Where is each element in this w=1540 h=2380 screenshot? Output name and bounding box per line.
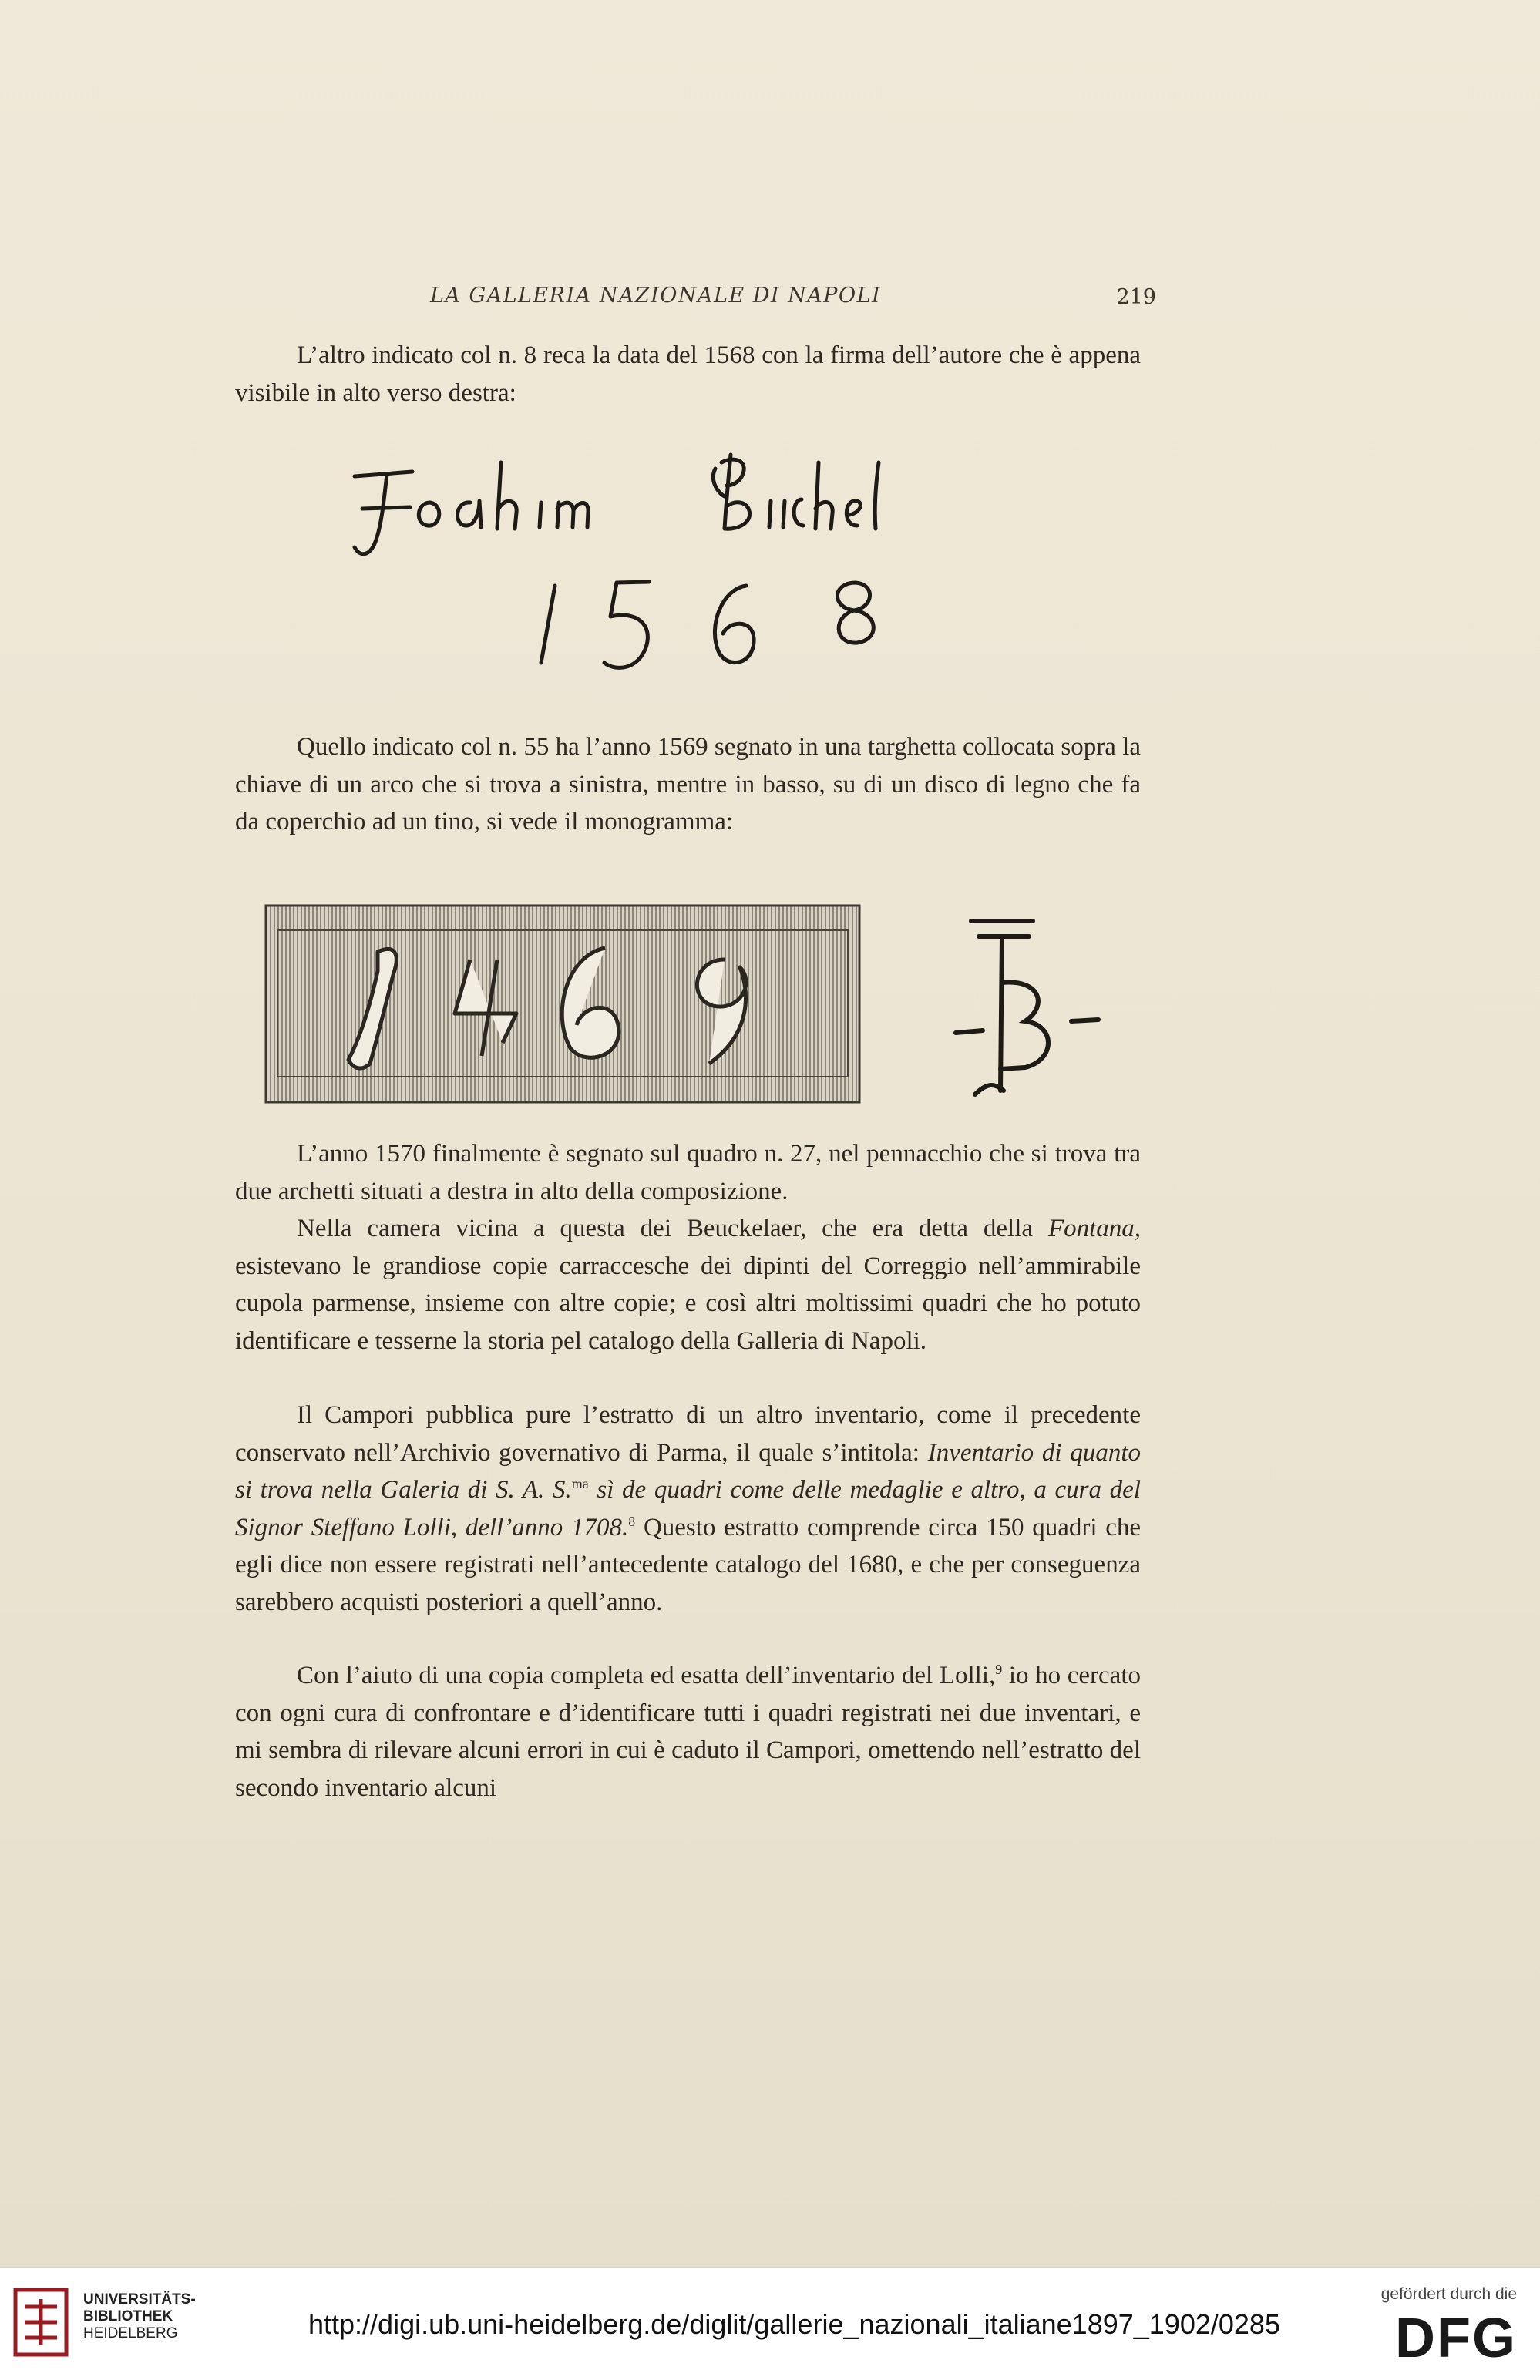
signature-image (339, 432, 1079, 701)
paragraph-1 (235, 337, 1141, 412)
footnote-ref-8: 8 (628, 1513, 636, 1529)
paragraph-4-text-b: esistevano le grandiose copie carraccesche dei dipinti del Correggio nell’ammirabile cupola parmense, insieme con altre copie; e così altri moltissimi quadri che ho potuto identificare e tesserne la storia pel catalogo della Galleria di Napoli. (235, 1252, 1141, 1355)
university-library-logo (9, 2284, 72, 2361)
library-line-3: HEIDELBERG (83, 2325, 178, 2341)
paragraph-5-italic: Inventario di quanto si trova nella Galeria di S. A. S. (235, 1438, 1141, 1504)
paragraph-3 (235, 1135, 1141, 1210)
dfg-logo: DFG (1395, 2308, 1517, 2369)
paragraph-5-superscript: ma (571, 1476, 589, 1491)
paragraph-5 (235, 1397, 1141, 1621)
footnote-ref-9: 9 (995, 1662, 1003, 1677)
paragraph-3-text: L’anno 1570 finalmente è segnato sul quadro n. 27, nel pennacchio che si trova tra due archetti situati a destra in alto della composizione. (235, 1140, 1141, 1205)
funding-caption: gefördert durch die (1380, 2285, 1517, 2303)
paragraph-5-text-b: Questo estratto comprende circa 150 quadri che egli dice non essere registrati nell’antecedente catalogo del 1680, e che per conseguenza sarebbero acquisti posteriori a quell’anno. (235, 1513, 1142, 1616)
paragraph-2 (235, 728, 1141, 841)
plaque-image (262, 898, 1141, 1121)
paragraph-4-text-a: Nella camera vicina a questa dei Beuckelaer, che era detta della (297, 1215, 1048, 1242)
paragraph-6-text-b: io ho cercato con ogni cura di confrontare e d’identificare tutti i quadri registrati nei due inventari, e mi sembra di rilevare alcuni errori in cui è caduto il Campori, omettendo nell’estratto del secondo inventario alcuni (235, 1662, 1141, 1802)
university-library-name (83, 2291, 196, 2342)
signature-figure (339, 432, 1079, 701)
paragraph-1-text: L’altro indicato col n. 8 reca la data del 1568 con la firma dell’autore che è appena visibile in alto verso destra: (235, 341, 1141, 407)
page-header (231, 279, 1156, 318)
paragraph-5-italic-2: sì de quadri come delle medaglie e altro, a cura del Signor Steffano Lolli, dell’anno 1708. (235, 1476, 1141, 1541)
paragraph-6 (235, 1657, 1141, 1807)
plaque-figure (262, 898, 1141, 1121)
paragraph-4-italic: Fontana, (1047, 1215, 1141, 1242)
paragraph-6-text-a: Con l’aiuto di una copia completa ed esatta dell’inventario del Lolli, (297, 1662, 996, 1689)
running-title: LA GALLERIA NAZIONALE DI NAPOLI (430, 284, 882, 308)
paragraph-5-text-a: Il Campori pubblica pure l’estratto di un altro inventario, come il precedente conservato nell’Archivio governativo di Parma, il quale s’intitola: (235, 1401, 1141, 1467)
library-line-2: BIBLIOTHEK (83, 2308, 173, 2325)
paragraph-4 (235, 1210, 1141, 1360)
page-number: 219 (1116, 285, 1156, 309)
library-line-1: UNIVERSITÄTS- (83, 2291, 196, 2308)
viewer-footer (0, 2267, 1540, 2380)
page-url[interactable]: http://digi.ub.uni-heidelberg.de/diglit/gallerie_nazionali_italiane1897_1902/0285 (308, 2308, 1280, 2340)
paragraph-2-text: Quello indicato col n. 55 ha l’anno 1569 segnato in una targhetta collocata sopra la chiave di un arco che si trova a sinistra, mentre in basso, su di un disco di legno che fa da coperchio ad un tino, si vede il monogramma: (235, 733, 1141, 835)
